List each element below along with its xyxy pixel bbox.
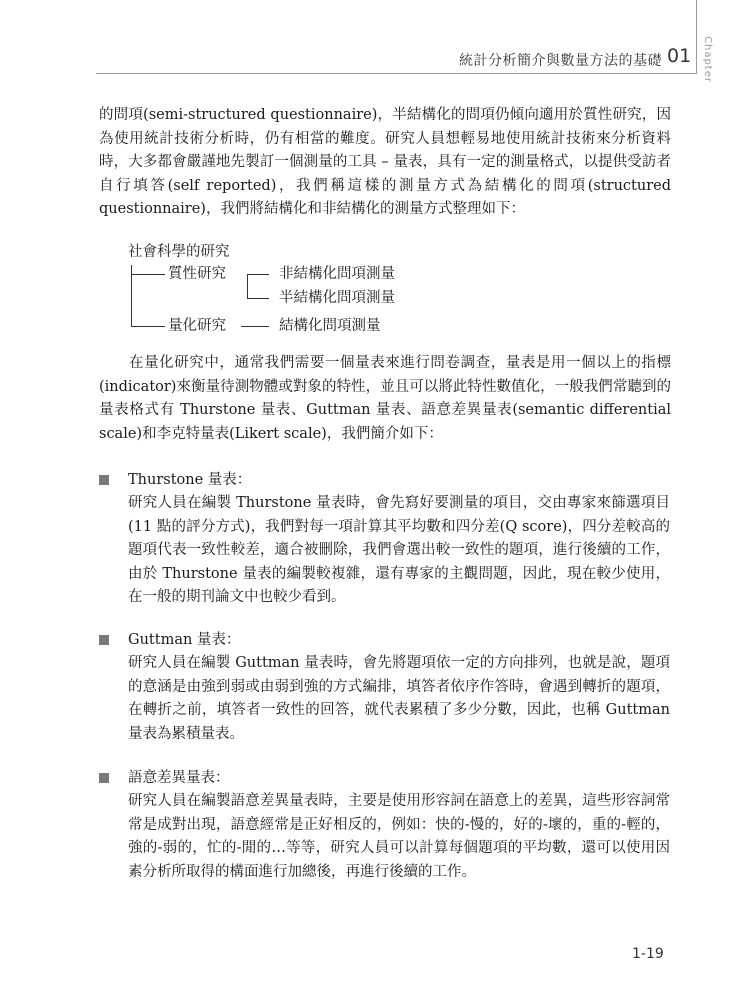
header-rule [96,73,696,74]
bullet-title-thurstone: Thurstone 量表： [128,472,252,488]
tree-branch-qualitative [131,274,165,275]
tree-bracket-top [247,274,269,275]
tree-connector-structured [241,326,269,327]
tree-branch-quantitative [131,326,165,327]
scales-paragraph: 在量化研究中，通常我們需要一個量表來進行問卷調查，量表是用一個以上的指標(indicator)來衡量待測物體或對象的特性，並且可以將此特性數值化，一般我們常聽到的量表格式有 Thurstone 量表、Guttman 量表、語意差異量表(semantic differential scale)和李克特量表(Likert scale)，我們簡介如下： [99,355,671,442]
tree-unstructured: 非結構化問項測量 [279,266,395,282]
tree-trunk-line [131,265,132,327]
tree-bracket-side [247,274,248,299]
intro-paragraph: 的問項(semi-structured questionnaire)，半結構化的問項仍傾向適用於質性研究，因為使用統計技術分析時，仍有相當的難度。研究人員想輕易地使用統計技術來分析資料時，大多都會嚴謹地先製訂一個測量的工具 – 量表，具有一定的測量格式，以提供受訪者自行填答(self reported)，我們稱這樣的測量方式為結構化的問項(structured questionnaire)，我們將結構化和非結構化的測量方式整理如下： [99,107,671,217]
tree-qualitative: 質性研究 [168,266,226,282]
running-title: 統計分析簡介與數量方法的基礎 [459,53,662,69]
tree-semi-structured: 半結構化問項測量 [279,290,395,306]
chapter-tab: Chapter [702,36,713,83]
page-number: 1-19 [632,946,664,962]
bullet-square-icon [99,773,109,783]
bullet-title-guttman: Guttman 量表： [128,632,241,648]
bullet-text-guttman: 研究人員在編製 Guttman 量表時，會先將題項依一定的方向排列，也就是說，題項的意涵是由強到弱或由弱到強的方式編排，填答者依序作答時，會遇到轉折的題項，在轉折之前，填答者一致性的回答，就代表累積了多少分數，因此，也稱 Guttman 量表為累積量表。 [128,655,670,742]
tree-root: 社會科學的研究 [128,244,230,260]
bullet-title-semantic: 語意差異量表： [128,770,230,786]
tree-structured: 結構化問項測量 [279,318,381,334]
tree-bracket-bottom [247,298,269,299]
bullet-text-thurstone: 研究人員在編製 Thurstone 量表時，會先寫好要測量的項目，交由專家來篩選項目(11 點的評分方式)，我們對每一項計算其平均數和四分差(Q score)，四分差較高的題項代表一致性較差，適合被刪除，我們會選出較一致性的題項，進行後續的工作，由於 Thurstone 量表的編製較複雜，還有專家的主觀問題，因此，現在較少使用，在一般的期刊論文中也較少看到。 [128,495,670,605]
chapter-number: 01 [667,45,692,67]
bullet-square-icon [99,635,109,645]
tree-quantitative: 量化研究 [168,318,226,334]
bullet-text-semantic: 研究人員在編製語意差異量表時，主要是使用形容詞在語意上的差異，這些形容詞常常是成對出現，語意經常是正好相反的，例如：快的-慢的，好的-壞的，重的-輕的，強的-弱的，忙的-閒的…等等，研究人員可以計算每個題項的平均數，還可以使用因素分析所取得的構面進行加總後，再進行後續的工作。 [128,793,670,880]
bullet-square-icon [99,475,109,485]
header-divider [696,0,697,74]
